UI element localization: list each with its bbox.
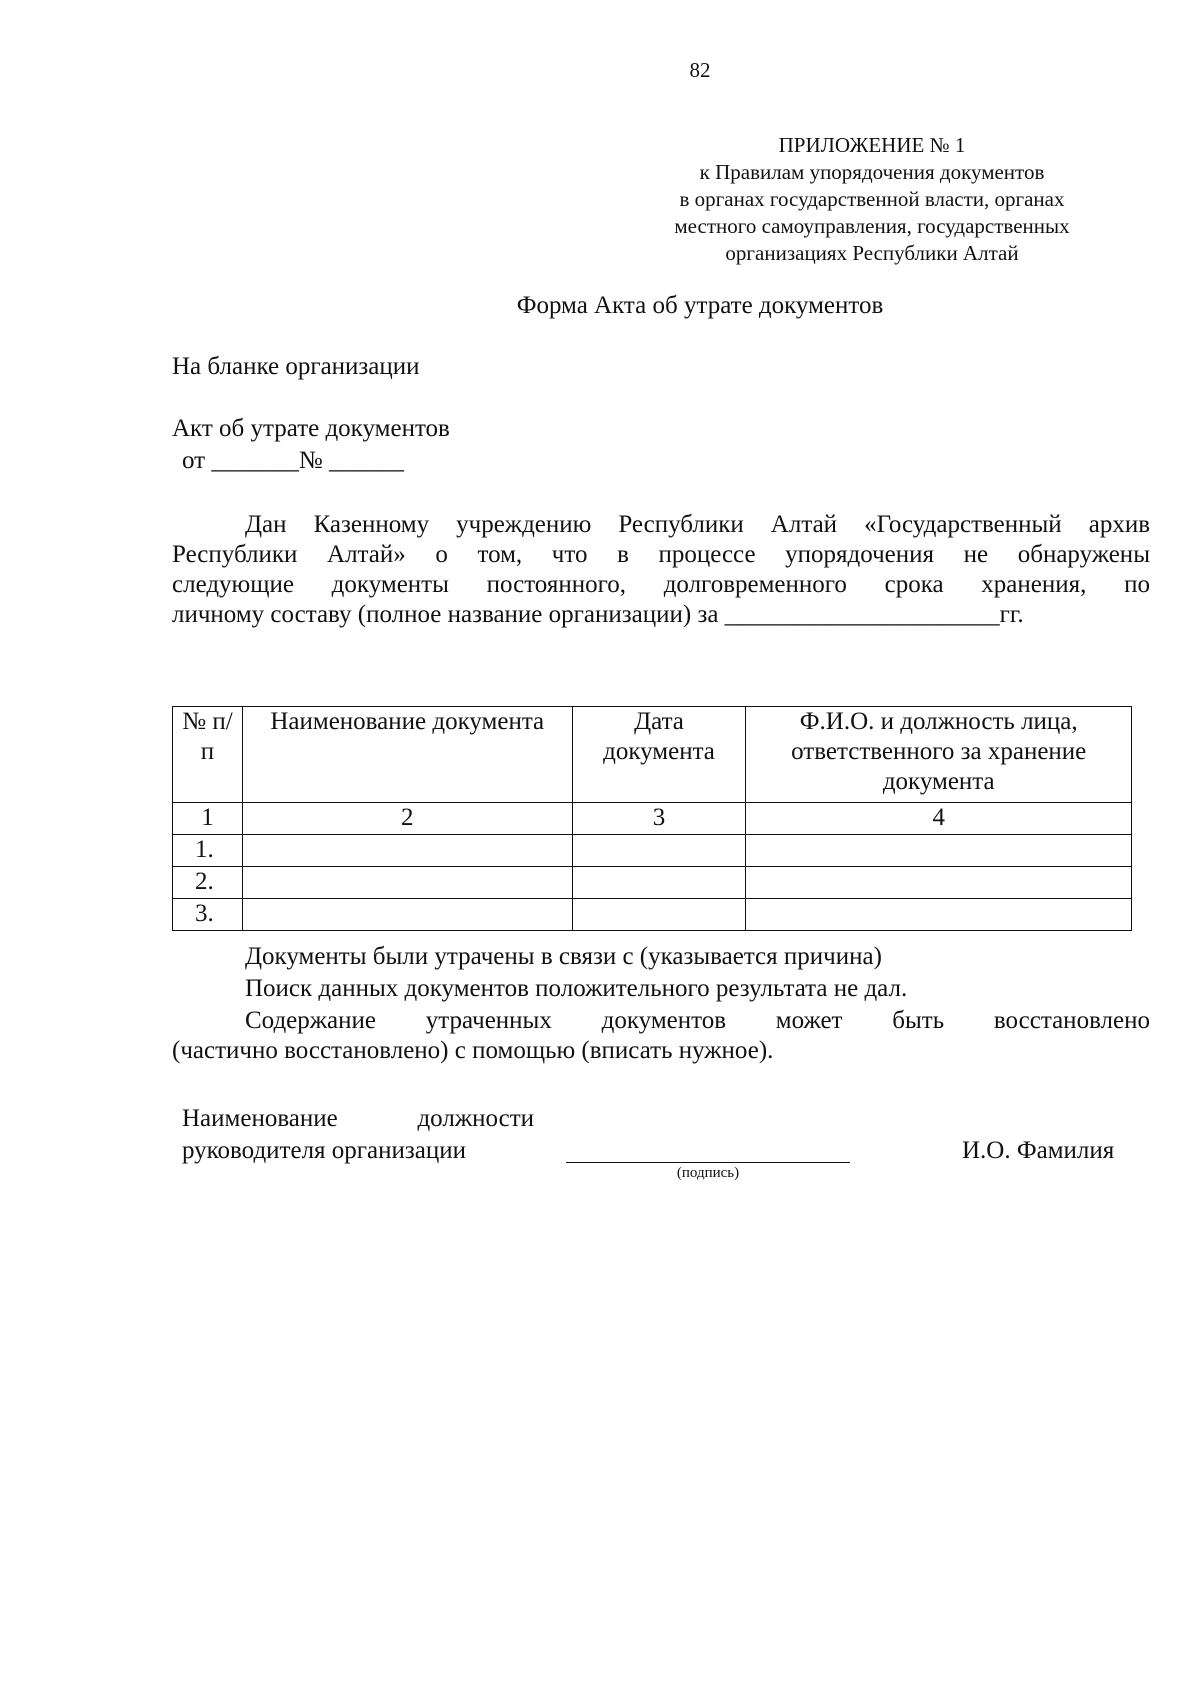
- intro-line: следующие документы постоянного, долговременного срока хранения, по: [172, 571, 1150, 598]
- intro-line: Республики Алтай» о том, что в процессе упорядочения не обнаружены: [172, 541, 1150, 568]
- table-cell: [746, 867, 1132, 899]
- row-number: 3.: [173, 899, 243, 931]
- column-numbers-row: [173, 803, 1132, 835]
- table-cell: [572, 899, 746, 931]
- loss-reason-text: Документы были утрачены в связи с (указывается причина): [245, 943, 882, 970]
- column-number: 2: [242, 803, 572, 835]
- intro-line: личному составу (полное название организации) за ______________________гг.: [172, 601, 1024, 628]
- signer-name: И.О. Фамилия: [962, 1137, 1115, 1164]
- appendix-title: ПРИЛОЖЕНИЕ № 1: [778, 133, 966, 157]
- act-date-number: от _______№ ______: [182, 447, 404, 474]
- restore-line: (частично восстановлено) с помощью (вписать нужное).: [172, 1037, 774, 1064]
- table-cell: [746, 899, 1132, 931]
- restore-paragraph: [172, 1006, 1150, 1066]
- header-responsible-person: Ф.И.О. и должность лица, ответственного за хранение документа: [746, 707, 1132, 803]
- column-number: 3: [572, 803, 746, 835]
- appendix-line: в органах государственной власти, органах: [679, 187, 1065, 211]
- documents-table: [172, 706, 1132, 931]
- appendix-block: [620, 132, 1124, 267]
- appendix-line: организациях Республики Алтай: [725, 241, 1019, 265]
- column-number: 1: [173, 803, 243, 835]
- table-row: [173, 899, 1132, 931]
- row-number: 2.: [173, 867, 243, 899]
- act-title: Акт об утрате документов: [172, 415, 450, 442]
- table-cell: [242, 835, 572, 867]
- head-position-line2: руководителя организации: [182, 1137, 467, 1164]
- search-result-text: Поиск данных документов положительного результата не дал.: [245, 975, 908, 1002]
- row-number: 1.: [173, 835, 243, 867]
- table-row: [173, 867, 1132, 899]
- appendix-line: местного самоуправления, государственных: [674, 214, 1070, 238]
- column-number: 4: [746, 803, 1132, 835]
- header-number: № п/п: [173, 707, 243, 803]
- signature-line: [566, 1162, 850, 1163]
- table-cell: [242, 899, 572, 931]
- table-row: [173, 835, 1132, 867]
- signature-caption: (подпись): [676, 1165, 740, 1181]
- table-cell: [242, 867, 572, 899]
- restore-line: Содержание утраченных документов может быть восстановлено: [245, 1007, 1150, 1034]
- head-position-line1: Наименование должности: [182, 1105, 534, 1132]
- form-title: Форма Акта об утрате документов: [516, 292, 884, 319]
- page-number: 82: [689, 58, 711, 82]
- appendix-line: к Правилам упорядочения документов: [699, 160, 1045, 184]
- table-cell: [572, 867, 746, 899]
- letterhead-note: На бланке организации: [172, 353, 420, 380]
- intro-line: Дан Казенному учреждению Республики Алтай «Государственный архив: [245, 511, 1150, 538]
- table-cell: [746, 835, 1132, 867]
- header-document-name: Наименование документа: [242, 707, 572, 803]
- table-cell: [572, 835, 746, 867]
- intro-paragraph: [172, 510, 1150, 630]
- header-document-date: Дата документа: [572, 707, 746, 803]
